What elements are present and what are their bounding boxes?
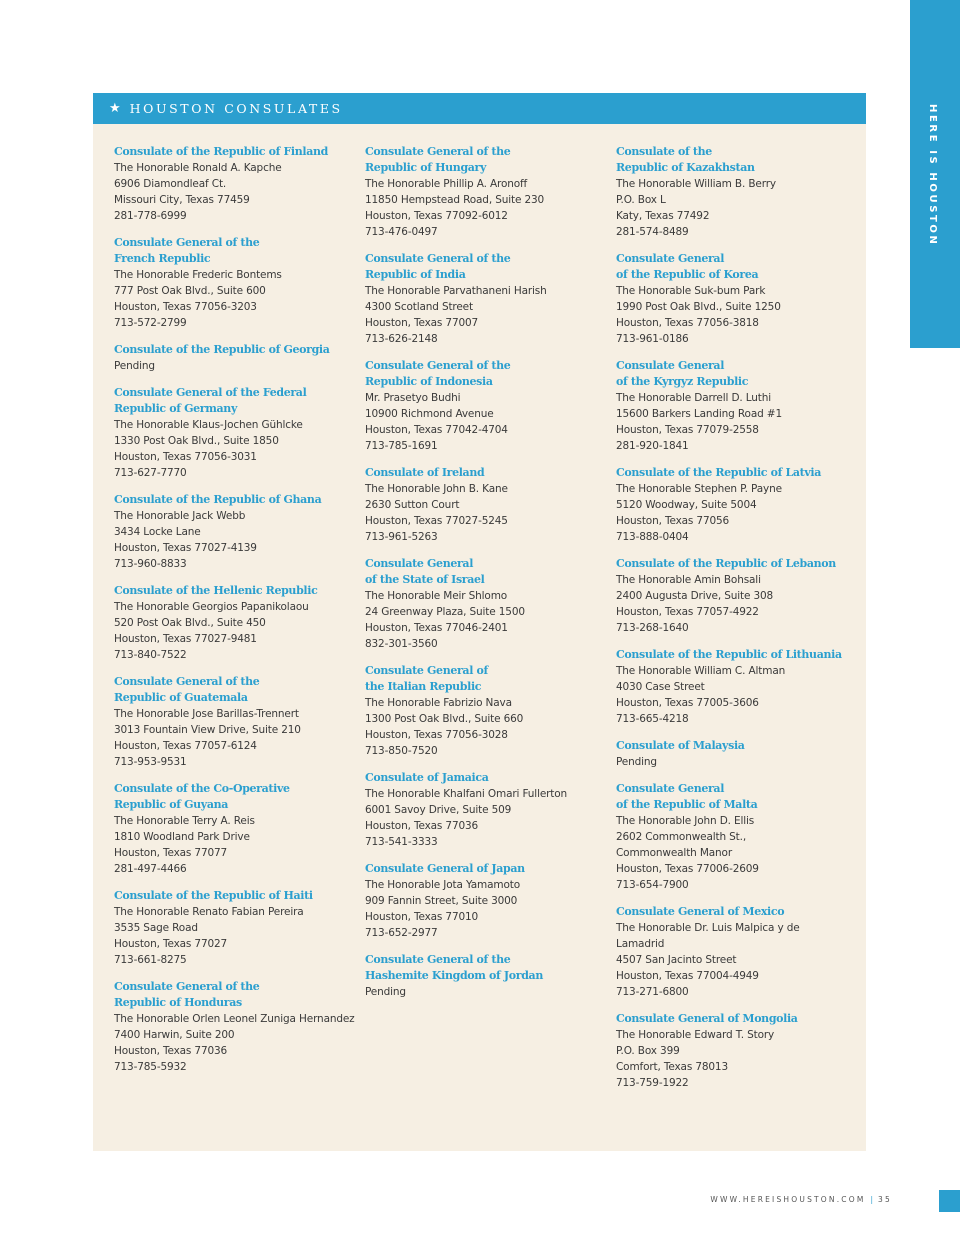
consulate-detail-line: Houston, Texas 77056-3203 [114, 301, 257, 313]
consulate-detail-line: 3013 Fountain View Drive, Suite 210 [114, 724, 301, 736]
consulate-name: Consulate General of the Federal [114, 386, 307, 399]
consulate-entry [365, 556, 610, 652]
consulate-entry [114, 979, 359, 1075]
consulate-name: Consulate of Jamaica [365, 771, 489, 784]
consulate-detail-line: Houston, Texas 77006-2609 [616, 863, 759, 875]
footer-separator: | [870, 1195, 874, 1204]
consulate-name: Consulate General of Mexico [616, 905, 785, 918]
consulate-detail-line: 4300 Scotland Street [365, 301, 473, 313]
consulate-detail-line: 713-572-2799 [114, 317, 187, 329]
consulate-detail-line: 281-497-4466 [114, 863, 187, 875]
consulate-detail-line: 713-541-3333 [365, 836, 438, 848]
consulate-detail-line: The Honorable Darrell D. Luthi [616, 392, 772, 404]
consulate-detail-line: 713-652-2977 [365, 927, 438, 939]
consulate-entry [365, 144, 610, 240]
consulate-detail-line: 713-785-1691 [365, 440, 438, 452]
consulate-name: Consulate of the Hellenic Republic [114, 584, 318, 597]
consulate-column-2 [365, 144, 610, 1011]
consulate-name: Consulate General of the [365, 953, 511, 966]
consulate-detail-line: Pending [616, 756, 657, 768]
consulate-entry [616, 904, 861, 1000]
footer [670, 1195, 892, 1204]
consulate-detail-line: 1300 Post Oak Blvd., Suite 660 [365, 713, 524, 725]
consulate-detail-line: P.O. Box L [616, 194, 666, 206]
consulate-name: Consulate of Ireland [365, 466, 485, 479]
consulate-detail-line: 7400 Harwin, Suite 200 [114, 1029, 235, 1041]
consulate-detail-line: The Honorable Frederic Bontems [114, 269, 282, 281]
consulate-detail-line: The Honorable Dr. Luis Malpica y de [616, 922, 800, 934]
consulate-name: Consulate General of the [365, 252, 511, 265]
consulate-name: Consulate of the Republic of Latvia [616, 466, 821, 479]
consulate-detail-line: Houston, Texas 77010 [365, 911, 479, 923]
consulate-detail-line: 11850 Hempstead Road, Suite 230 [365, 194, 545, 206]
consulate-entry [616, 738, 861, 770]
consulate-detail-line: The Honorable Meir Shlomo [365, 590, 508, 602]
consulate-detail-line: Houston, Texas 77036 [114, 1045, 228, 1057]
consulate-detail-line: 713-268-1640 [616, 622, 689, 634]
consulate-detail-line: The Honorable Fabrizio Nava [365, 697, 512, 709]
consulate-detail-line: The Honorable Amin Bohsali [616, 574, 761, 586]
consulate-detail-line: 1810 Woodland Park Drive [114, 831, 250, 843]
consulate-entry [365, 663, 610, 759]
consulate-name: the Italian Republic [365, 680, 482, 693]
consulate-detail-line: The Honorable Phillip A. Aronoff [365, 178, 528, 190]
consulate-detail-line: The Honorable Edward T. Story [616, 1029, 775, 1041]
consulate-detail-line: 713-840-7522 [114, 649, 187, 661]
consulate-name: Consulate General [616, 359, 725, 372]
consulate-entry [114, 235, 359, 331]
consulate-entry [616, 647, 861, 727]
consulate-detail-line: The Honorable Jose Barillas-Trennert [114, 708, 299, 720]
consulate-detail-line: 2400 Augusta Drive, Suite 308 [616, 590, 774, 602]
consulate-detail-line: Houston, Texas 77092-6012 [365, 210, 508, 222]
consulate-detail-line: The Honorable Suk-bum Park [616, 285, 766, 297]
consulate-name: Consulate General of the [365, 359, 511, 372]
consulate-detail-line: The Honorable Parvathaneni Harish [365, 285, 547, 297]
consulate-name: Consulate of the Republic of Georgia [114, 343, 330, 356]
consulate-entry [114, 674, 359, 770]
consulate-name: Consulate General [365, 557, 474, 570]
consulate-name: Consulate of the [616, 145, 712, 158]
consulate-name: Consulate General [616, 252, 725, 265]
consulate-detail-line: Houston, Texas 77027-9481 [114, 633, 257, 645]
consulate-name: Republic of Kazakhstan [616, 161, 755, 174]
consulate-detail-line: 3434 Locke Lane [114, 526, 201, 538]
page-title: HOUSTON CONSULATES [129, 101, 343, 116]
consulate-name: of the State of Israel [365, 573, 485, 586]
consulate-name: Consulate of Malaysia [616, 739, 745, 752]
consulate-name: Consulate of the Republic of Finland [114, 145, 328, 158]
consulate-name: Consulate of the Republic of Ghana [114, 493, 322, 506]
consulate-detail-line: 520 Post Oak Blvd., Suite 450 [114, 617, 266, 629]
consulate-detail-line: 3535 Sage Road [114, 922, 198, 934]
panel-header [93, 93, 866, 124]
consulate-detail-line: 777 Post Oak Blvd., Suite 600 [114, 285, 266, 297]
consulate-name: of the Republic of Korea [616, 268, 759, 281]
consulate-detail-line: The Honorable Terry A. Reis [114, 815, 255, 827]
star-icon: ★ [109, 101, 121, 116]
consulate-detail-line: 281-778-6999 [114, 210, 187, 222]
consulate-detail-line: Houston, Texas 77046-2401 [365, 622, 508, 634]
consulate-detail-line: Houston, Texas 77027-5245 [365, 515, 508, 527]
consulate-detail-line: 713-961-5263 [365, 531, 438, 543]
consulate-entry [365, 952, 610, 1000]
consulate-detail-line: The Honorable Stephen P. Payne [616, 483, 782, 495]
consulate-name: Consulate General of the [365, 145, 511, 158]
consulate-detail-line: Pending [114, 360, 155, 372]
consulate-detail-line: P.O. Box 399 [616, 1045, 680, 1057]
consulate-detail-line: 6906 Diamondleaf Ct. [114, 178, 227, 190]
consulate-detail-line: The Honorable Ronald A. Kapche [114, 162, 282, 174]
consulate-detail-line: Comfort, Texas 78013 [616, 1061, 728, 1073]
side-tab-notch [910, 336, 922, 348]
consulate-detail-line: Houston, Texas 77004-4949 [616, 970, 759, 982]
consulate-entry [114, 781, 359, 877]
consulate-detail-line: The Honorable William B. Berry [616, 178, 776, 190]
page-tab [939, 1190, 960, 1212]
consulate-detail-line: Houston, Texas 77042-4704 [365, 424, 508, 436]
consulate-detail-line: 4507 San Jacinto Street [616, 954, 737, 966]
consulate-detail-line: Houston, Texas 77056 [616, 515, 730, 527]
consulate-detail-line: 713-888-0404 [616, 531, 689, 543]
consulate-detail-line: The Honorable Georgios Papanikolaou [114, 601, 309, 613]
consulate-name: Consulate General [616, 782, 725, 795]
consulate-entry [616, 144, 861, 240]
consulate-detail-line: 713-665-4218 [616, 713, 689, 725]
consulate-detail-line: 2602 Commonwealth St., [616, 831, 747, 843]
consulate-name: Republic of Guatemala [114, 691, 248, 704]
consulate-detail-line: 713-271-6800 [616, 986, 689, 998]
consulate-entry [114, 144, 359, 224]
side-tab-label: HERE IS HOUSTON [927, 104, 938, 247]
consulate-detail-line: 713-759-1922 [616, 1077, 689, 1089]
consulate-entry [365, 358, 610, 454]
consulate-detail-line: Houston, Texas 77056-3028 [365, 729, 508, 741]
consulate-detail-line: Mr. Prasetyo Budhi [365, 392, 461, 404]
consulate-detail-line: The Honorable Jack Webb [114, 510, 246, 522]
consulate-detail-line: Houston, Texas 77027 [114, 938, 228, 950]
consulate-detail-line: 1990 Post Oak Blvd., Suite 1250 [616, 301, 781, 313]
consulate-name: Republic of Germany [114, 402, 237, 415]
consulate-detail-line: Commonwealth Manor [616, 847, 732, 859]
consulate-detail-line: Houston, Texas 77027-4139 [114, 542, 257, 554]
consulate-detail-line: Houston, Texas 77036 [365, 820, 479, 832]
consulate-detail-line: Houston, Texas 77077 [114, 847, 228, 859]
consulate-entry [616, 358, 861, 454]
consulate-detail-line: 832-301-3560 [365, 638, 438, 650]
consulate-detail-line: Missouri City, Texas 77459 [114, 194, 250, 206]
consulate-entry [365, 770, 610, 850]
consulate-detail-line: Houston, Texas 77057-4922 [616, 606, 759, 618]
consulate-detail-line: 4030 Case Street [616, 681, 705, 693]
consulate-entry [616, 251, 861, 347]
consulate-entry [616, 556, 861, 636]
consulate-detail-line: Houston, Texas 77056-3818 [616, 317, 759, 329]
consulate-detail-line: 713-661-8275 [114, 954, 187, 966]
consulate-detail-line: 713-785-5932 [114, 1061, 187, 1073]
consulate-detail-line: Lamadrid [616, 938, 665, 950]
consulate-detail-line: 15600 Barkers Landing Road #1 [616, 408, 782, 420]
consulate-detail-line: 2630 Sutton Court [365, 499, 460, 511]
consulate-detail-line: 1330 Post Oak Blvd., Suite 1850 [114, 435, 279, 447]
consulate-name: of the Kyrgyz Republic [616, 375, 749, 388]
consulate-detail-line: The Honorable Klaus-Jochen Gühlcke [114, 419, 303, 431]
consulate-detail-line: 281-574-8489 [616, 226, 689, 238]
consulate-entry [616, 781, 861, 893]
consulate-detail-line: 713-476-0497 [365, 226, 438, 238]
consulate-detail-line: 10900 Richmond Avenue [365, 408, 494, 420]
consulate-name: Republic of India [365, 268, 466, 281]
consulate-entry [114, 888, 359, 968]
consulate-name: Republic of Honduras [114, 996, 242, 1009]
consulate-detail-line: 713-627-7770 [114, 467, 187, 479]
consulate-name: Consulate of the Republic of Lebanon [616, 557, 836, 570]
consulate-name: Consulate General of Mongolia [616, 1012, 798, 1025]
consulate-detail-line: The Honorable John D. Ellis [616, 815, 755, 827]
consulate-column-3 [616, 144, 861, 1102]
consulate-detail-line: Houston, Texas 77057-6124 [114, 740, 257, 752]
consulate-detail-line: The Honorable Khalfani Omari Fullerton [365, 788, 568, 800]
consulate-name: French Republic [114, 252, 211, 265]
consulate-name: Consulate of the Republic of Haiti [114, 889, 313, 902]
consulate-detail-line: 713-654-7900 [616, 879, 689, 891]
consulate-detail-line: The Honorable William C. Altman [616, 665, 786, 677]
consulate-detail-line: The Honorable Orlen Leonel Zuniga Hernandez [114, 1013, 355, 1025]
consulate-entry [114, 492, 359, 572]
consulate-entry [365, 465, 610, 545]
consulate-name: Consulate of the Republic of Lithuania [616, 648, 842, 661]
consulate-entry [616, 465, 861, 545]
consulate-name: Consulate General of the [114, 675, 260, 688]
consulate-column-1 [114, 144, 359, 1086]
consulate-entry [114, 583, 359, 663]
consulate-detail-line: Pending [365, 986, 406, 998]
consulate-detail-line: 24 Greenway Plaza, Suite 1500 [365, 606, 525, 618]
consulate-name: Republic of Hungary [365, 161, 487, 174]
consulate-detail-line: The Honorable Renato Fabian Pereira [114, 906, 304, 918]
consulate-name: Republic of Guyana [114, 798, 229, 811]
consulate-name: Hashemite Kingdom of Jordan [365, 969, 543, 982]
consulate-entry [365, 251, 610, 347]
consulate-detail-line: Houston, Texas 77079-2558 [616, 424, 759, 436]
consulate-detail-line: Houston, Texas 77056-3031 [114, 451, 257, 463]
consulate-detail-line: 909 Fannin Street, Suite 3000 [365, 895, 518, 907]
consulate-detail-line: Houston, Texas 77005-3606 [616, 697, 759, 709]
consulate-detail-line: Katy, Texas 77492 [616, 210, 710, 222]
consulate-name: Consulate General of Japan [365, 862, 525, 875]
consulate-entry [114, 342, 359, 374]
consulate-name: Consulate of the Co-Operative [114, 782, 290, 795]
consulate-name: Consulate General of the [114, 980, 260, 993]
consulate-detail-line: 713-850-7520 [365, 745, 438, 757]
consulate-name: Consulate General of [365, 664, 488, 677]
consulate-name: of the Republic of Malta [616, 798, 758, 811]
consulate-name: Republic of Indonesia [365, 375, 493, 388]
page-number: 35 [878, 1195, 892, 1204]
consulate-detail-line: 281-920-1841 [616, 440, 689, 452]
consulate-detail-line: 5120 Woodway, Suite 5004 [616, 499, 757, 511]
consulate-detail-line: The Honorable Jota Yamamoto [365, 879, 521, 891]
consulate-detail-line: 713-953-9531 [114, 756, 187, 768]
consulate-detail-line: The Honorable John B. Kane [365, 483, 508, 495]
consulate-name: Consulate General of the [114, 236, 260, 249]
consulate-detail-line: 6001 Savoy Drive, Suite 509 [365, 804, 512, 816]
consulate-entry [365, 861, 610, 941]
consulate-entry [616, 1011, 861, 1091]
consulate-detail-line: 713-961-0186 [616, 333, 689, 345]
consulate-entry [114, 385, 359, 481]
consulate-detail-line: 713-626-2148 [365, 333, 438, 345]
consulate-detail-line: 713-960-8833 [114, 558, 187, 570]
consulate-detail-line: Houston, Texas 77007 [365, 317, 479, 329]
footer-url: WWW.HEREISHOUSTON.COM [710, 1195, 866, 1204]
